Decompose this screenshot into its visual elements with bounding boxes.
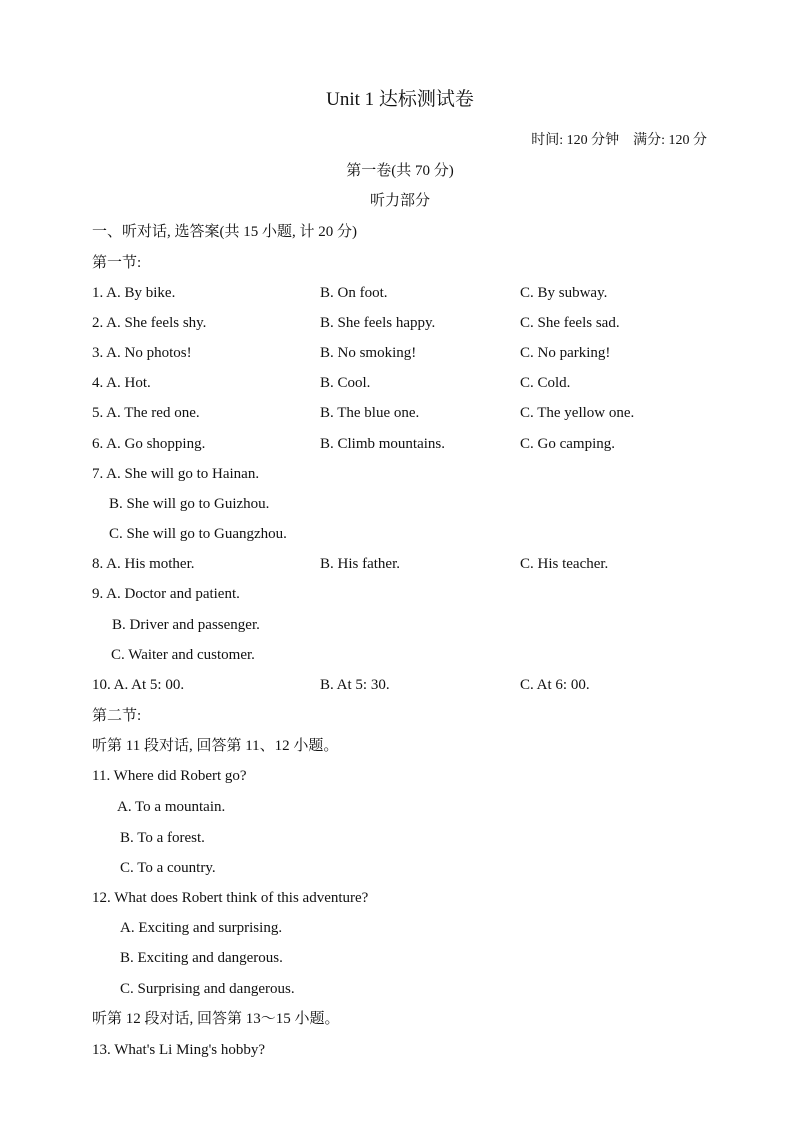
question-6-option-c: C. Go camping. [520,436,615,452]
question-3-option-c: C. No parking! [520,345,611,361]
part2-heading: 第二节: [92,708,142,724]
exam-meta [531,131,707,151]
question-5-option-c: C. The yellow one. [520,405,635,421]
page-title: Unit 1 达标测试卷 [326,89,474,110]
question-6-option-a: 6. A. Go shopping. [92,436,206,452]
question-4-option-b: B. Cool. [320,375,371,391]
time-limit: 时间: 120 分钟 [531,133,620,148]
question-8-option-a: 8. A. His mother. [92,556,195,572]
question-5-option-b: B. The blue one. [320,405,420,421]
volume-heading: 第一卷(共 70 分) [346,163,454,179]
question-9-option-a: 9. A. Doctor and patient. [92,586,240,602]
question-1-option-a: 1. A. By bike. [92,285,176,301]
question-12-option-b: B. Exciting and dangerous. [120,950,283,966]
section1-heading: 一、听对话, 选答案(共 15 小题, 计 20 分) [92,224,357,240]
dialog11-intro: 听第 11 段对话, 回答第 11、12 小题。 [92,738,339,754]
question-11-option-b: B. To a forest. [120,830,205,846]
question-4-option-c: C. Cold. [520,375,571,391]
question-2-option-a: 2. A. She feels shy. [92,315,207,331]
question-9-option-c: C. Waiter and customer. [111,647,255,663]
dialog12-intro: 听第 12 段对话, 回答第 13～15 小题。 [92,1011,340,1027]
question-12-stem: 12. What does Robert think of this adventure? [92,890,369,906]
question-2-option-b: B. She feels happy. [320,315,436,331]
question-12-option-c: C. Surprising and dangerous. [120,981,295,997]
question-12-option-a: A. Exciting and surprising. [120,920,283,936]
question-3-option-b: B. No smoking! [320,345,417,361]
question-8-option-b: B. His father. [320,556,400,572]
question-8-option-c: C. His teacher. [520,556,609,572]
question-10-option-a: 10. A. At 5: 00. [92,677,185,693]
question-4-option-a: 4. A. Hot. [92,375,151,391]
question-1-option-b: B. On foot. [320,285,388,301]
question-7-option-a: 7. A. She will go to Hainan. [92,466,260,482]
question-7-option-b: B. She will go to Guizhou. [109,496,270,512]
question-10-option-c: C. At 6: 00. [520,677,590,693]
question-1-option-c: C. By subway. [520,285,608,301]
question-6-option-b: B. Climb mountains. [320,436,446,452]
question-13-stem: 13. What's Li Ming's hobby? [92,1042,266,1058]
question-11-option-c: C. To a country. [120,860,216,876]
question-11-option-a: A. To a mountain. [117,799,226,815]
part1-heading: 第一节: [92,255,142,271]
question-10-option-b: B. At 5: 30. [320,677,390,693]
listening-heading: 听力部分 [369,193,430,209]
question-2-option-c: C. She feels sad. [520,315,620,331]
question-9-option-b: B. Driver and passenger. [112,617,260,633]
question-11-stem: 11. Where did Robert go? [92,768,247,784]
question-7-option-c: C. She will go to Guangzhou. [109,526,287,542]
question-5-option-a: 5. A. The red one. [92,405,200,421]
full-score: 满分: 120 分 [633,133,707,148]
question-3-option-a: 3. A. No photos! [92,345,192,361]
